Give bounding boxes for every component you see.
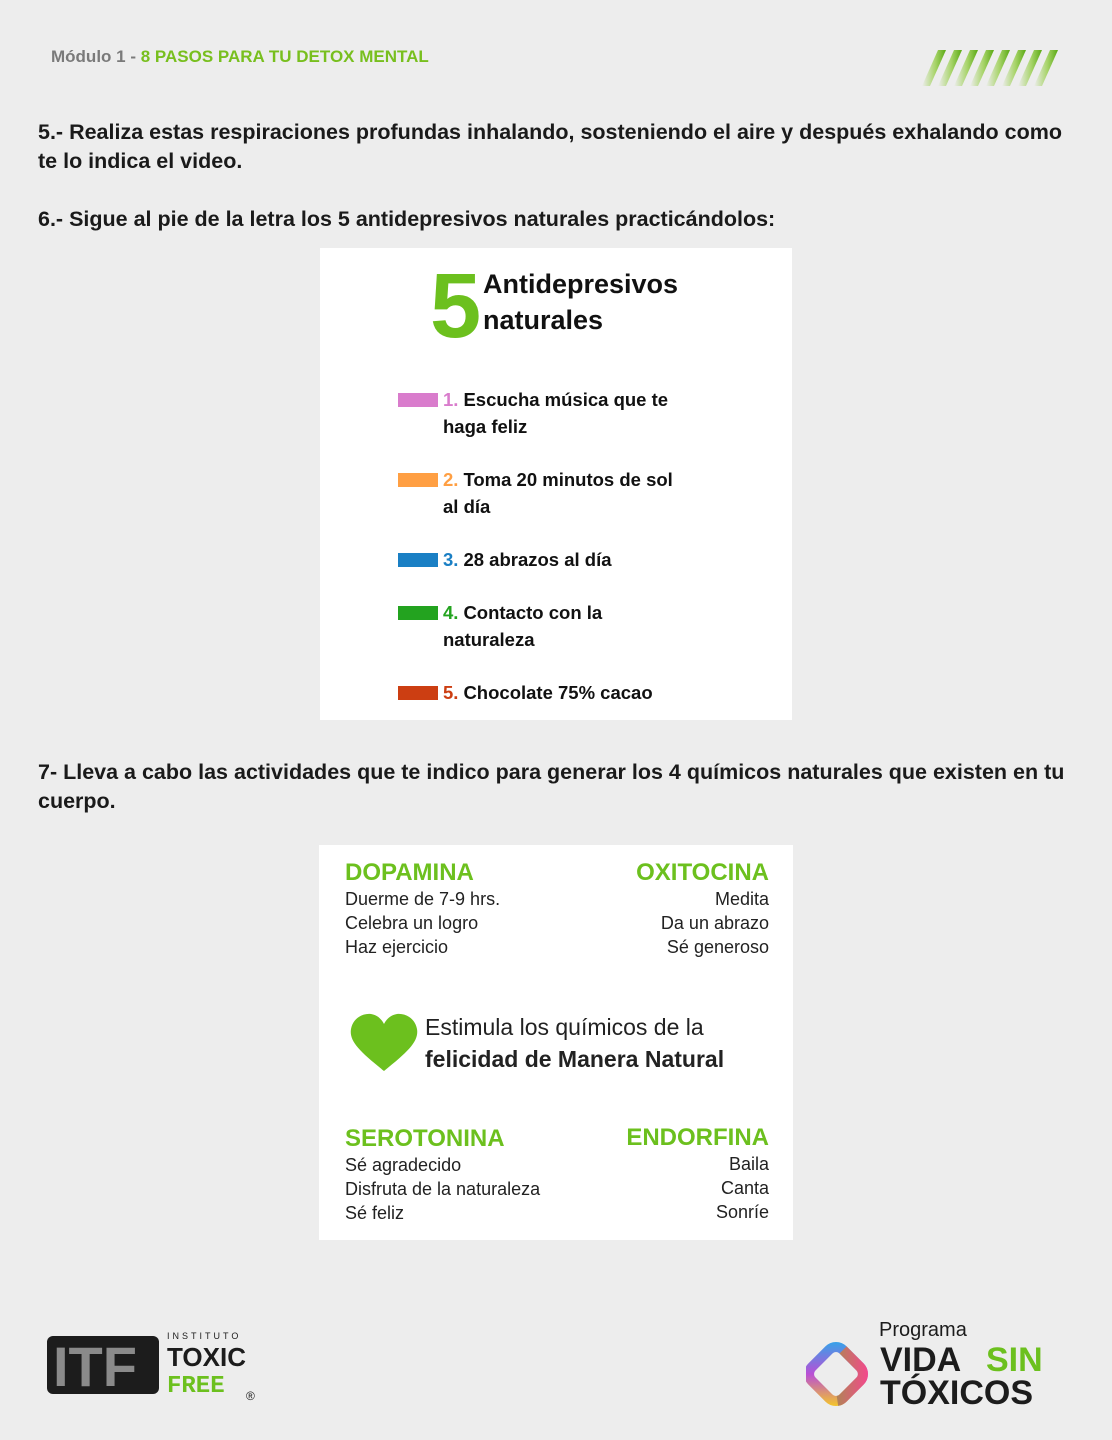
vst-toxicos: TÓXICOS (880, 1374, 1034, 1408)
dopamina-title: DOPAMINA (345, 859, 474, 886)
itf-letters: ITF (53, 1335, 137, 1398)
endorfina-item: Canta (720, 1178, 769, 1198)
item-number: 1. (443, 389, 459, 410)
endorfina-item: Sonríe (715, 1202, 769, 1222)
antidepresivo-item-4 (398, 599, 673, 653)
serotonina-item: Disfruta de la naturaleza (345, 1179, 541, 1199)
itf-free: FREE (167, 1373, 225, 1400)
color-bar (398, 686, 438, 700)
antidepresivos-number: 5 (430, 255, 482, 357)
item-text: 28 abrazos al día (463, 549, 612, 570)
step-7-text: 7- Lleva a cabo las actividades que te indico para generar los 4 químicos naturales que existen en tu cuerpo. (38, 760, 1065, 813)
serotonina-item: Sé feliz (345, 1203, 405, 1223)
endorfina-list (716, 1152, 769, 1224)
item-number: 5. (443, 682, 459, 703)
serotonina-list (345, 1153, 540, 1225)
item-text: Toma 20 minutos de sol al día (443, 469, 673, 517)
oxitocina-list (661, 887, 769, 959)
item-number: 3. (443, 549, 459, 570)
step-5-text: 5.- Realiza estas respiraciones profundas inhalando, sosteniendo el aire y después exhalando como te lo indica el video. (38, 120, 1062, 173)
color-bar (398, 393, 438, 407)
oxitocina-item: Da un abrazo (660, 913, 769, 933)
antidepresivos-card (320, 248, 792, 720)
item-text: Escucha música que te haga feliz (443, 389, 669, 437)
itf-registered: ® (246, 1389, 255, 1402)
item-number: 2. (443, 469, 459, 490)
heart-icon (349, 1013, 419, 1073)
dopamina-list (345, 887, 500, 959)
endorfina-item: Baila (728, 1154, 769, 1174)
antidepresivo-item-2 (398, 466, 673, 520)
itf-instituto: INSTITUTO (167, 1331, 242, 1341)
vst-programa: Programa (879, 1319, 967, 1341)
antidepresivo-item-5 (398, 679, 703, 706)
vst-sin: SIN (986, 1341, 1043, 1379)
serotonina-item: Sé agradecido (345, 1155, 462, 1175)
dopamina-item: Celebra un logro (345, 913, 479, 933)
serotonina-title: SEROTONINA (345, 1125, 505, 1152)
color-bar (398, 473, 438, 487)
antidepresivos-title-line2: naturales (483, 305, 604, 335)
module-title: 8 PASOS PARA TU DETOX MENTAL (140, 47, 429, 66)
module-label: Módulo 1 (51, 47, 126, 66)
color-bar (398, 553, 438, 567)
step-6-text: 6.- Sigue al pie de la letra los 5 antidepresivos naturales practicándolos: (38, 207, 776, 231)
quimicos-card (319, 845, 793, 1240)
header-separator: - (125, 47, 141, 66)
center-message-line1: Estimula los químicos de la (425, 1014, 704, 1040)
itf-toxic: TOXIC (167, 1342, 246, 1372)
itf-logo (47, 1330, 262, 1402)
center-message-line2: felicidad de Manera Natural (425, 1046, 725, 1072)
oxitocina-item: Sé generoso (666, 937, 769, 957)
oxitocina-title: OXITOCINA (636, 859, 769, 886)
item-number: 4. (443, 602, 459, 623)
antidepresivos-title (483, 266, 678, 338)
item-text: Chocolate 75% cacao (463, 682, 653, 703)
antidepresivo-item-1 (398, 386, 673, 440)
dopamina-item: Duerme de 7-9 hrs. (345, 889, 501, 909)
decorative-stripes-icon (922, 50, 1062, 86)
center-message (425, 1011, 724, 1075)
endorfina-title: ENDORFINA (626, 1124, 769, 1151)
page-header (51, 47, 429, 67)
color-bar (398, 606, 438, 620)
dopamina-item: Haz ejercicio (345, 937, 449, 957)
oxitocina-item: Medita (714, 889, 769, 909)
antidepresivo-item-3 (398, 546, 673, 573)
item-text: Contacto con la naturaleza (443, 602, 603, 650)
vida-sin-toxicos-logo (806, 1318, 1076, 1408)
antidepresivos-title-line1: Antidepresivos (483, 269, 679, 299)
vst-vida: VIDA (880, 1341, 962, 1379)
